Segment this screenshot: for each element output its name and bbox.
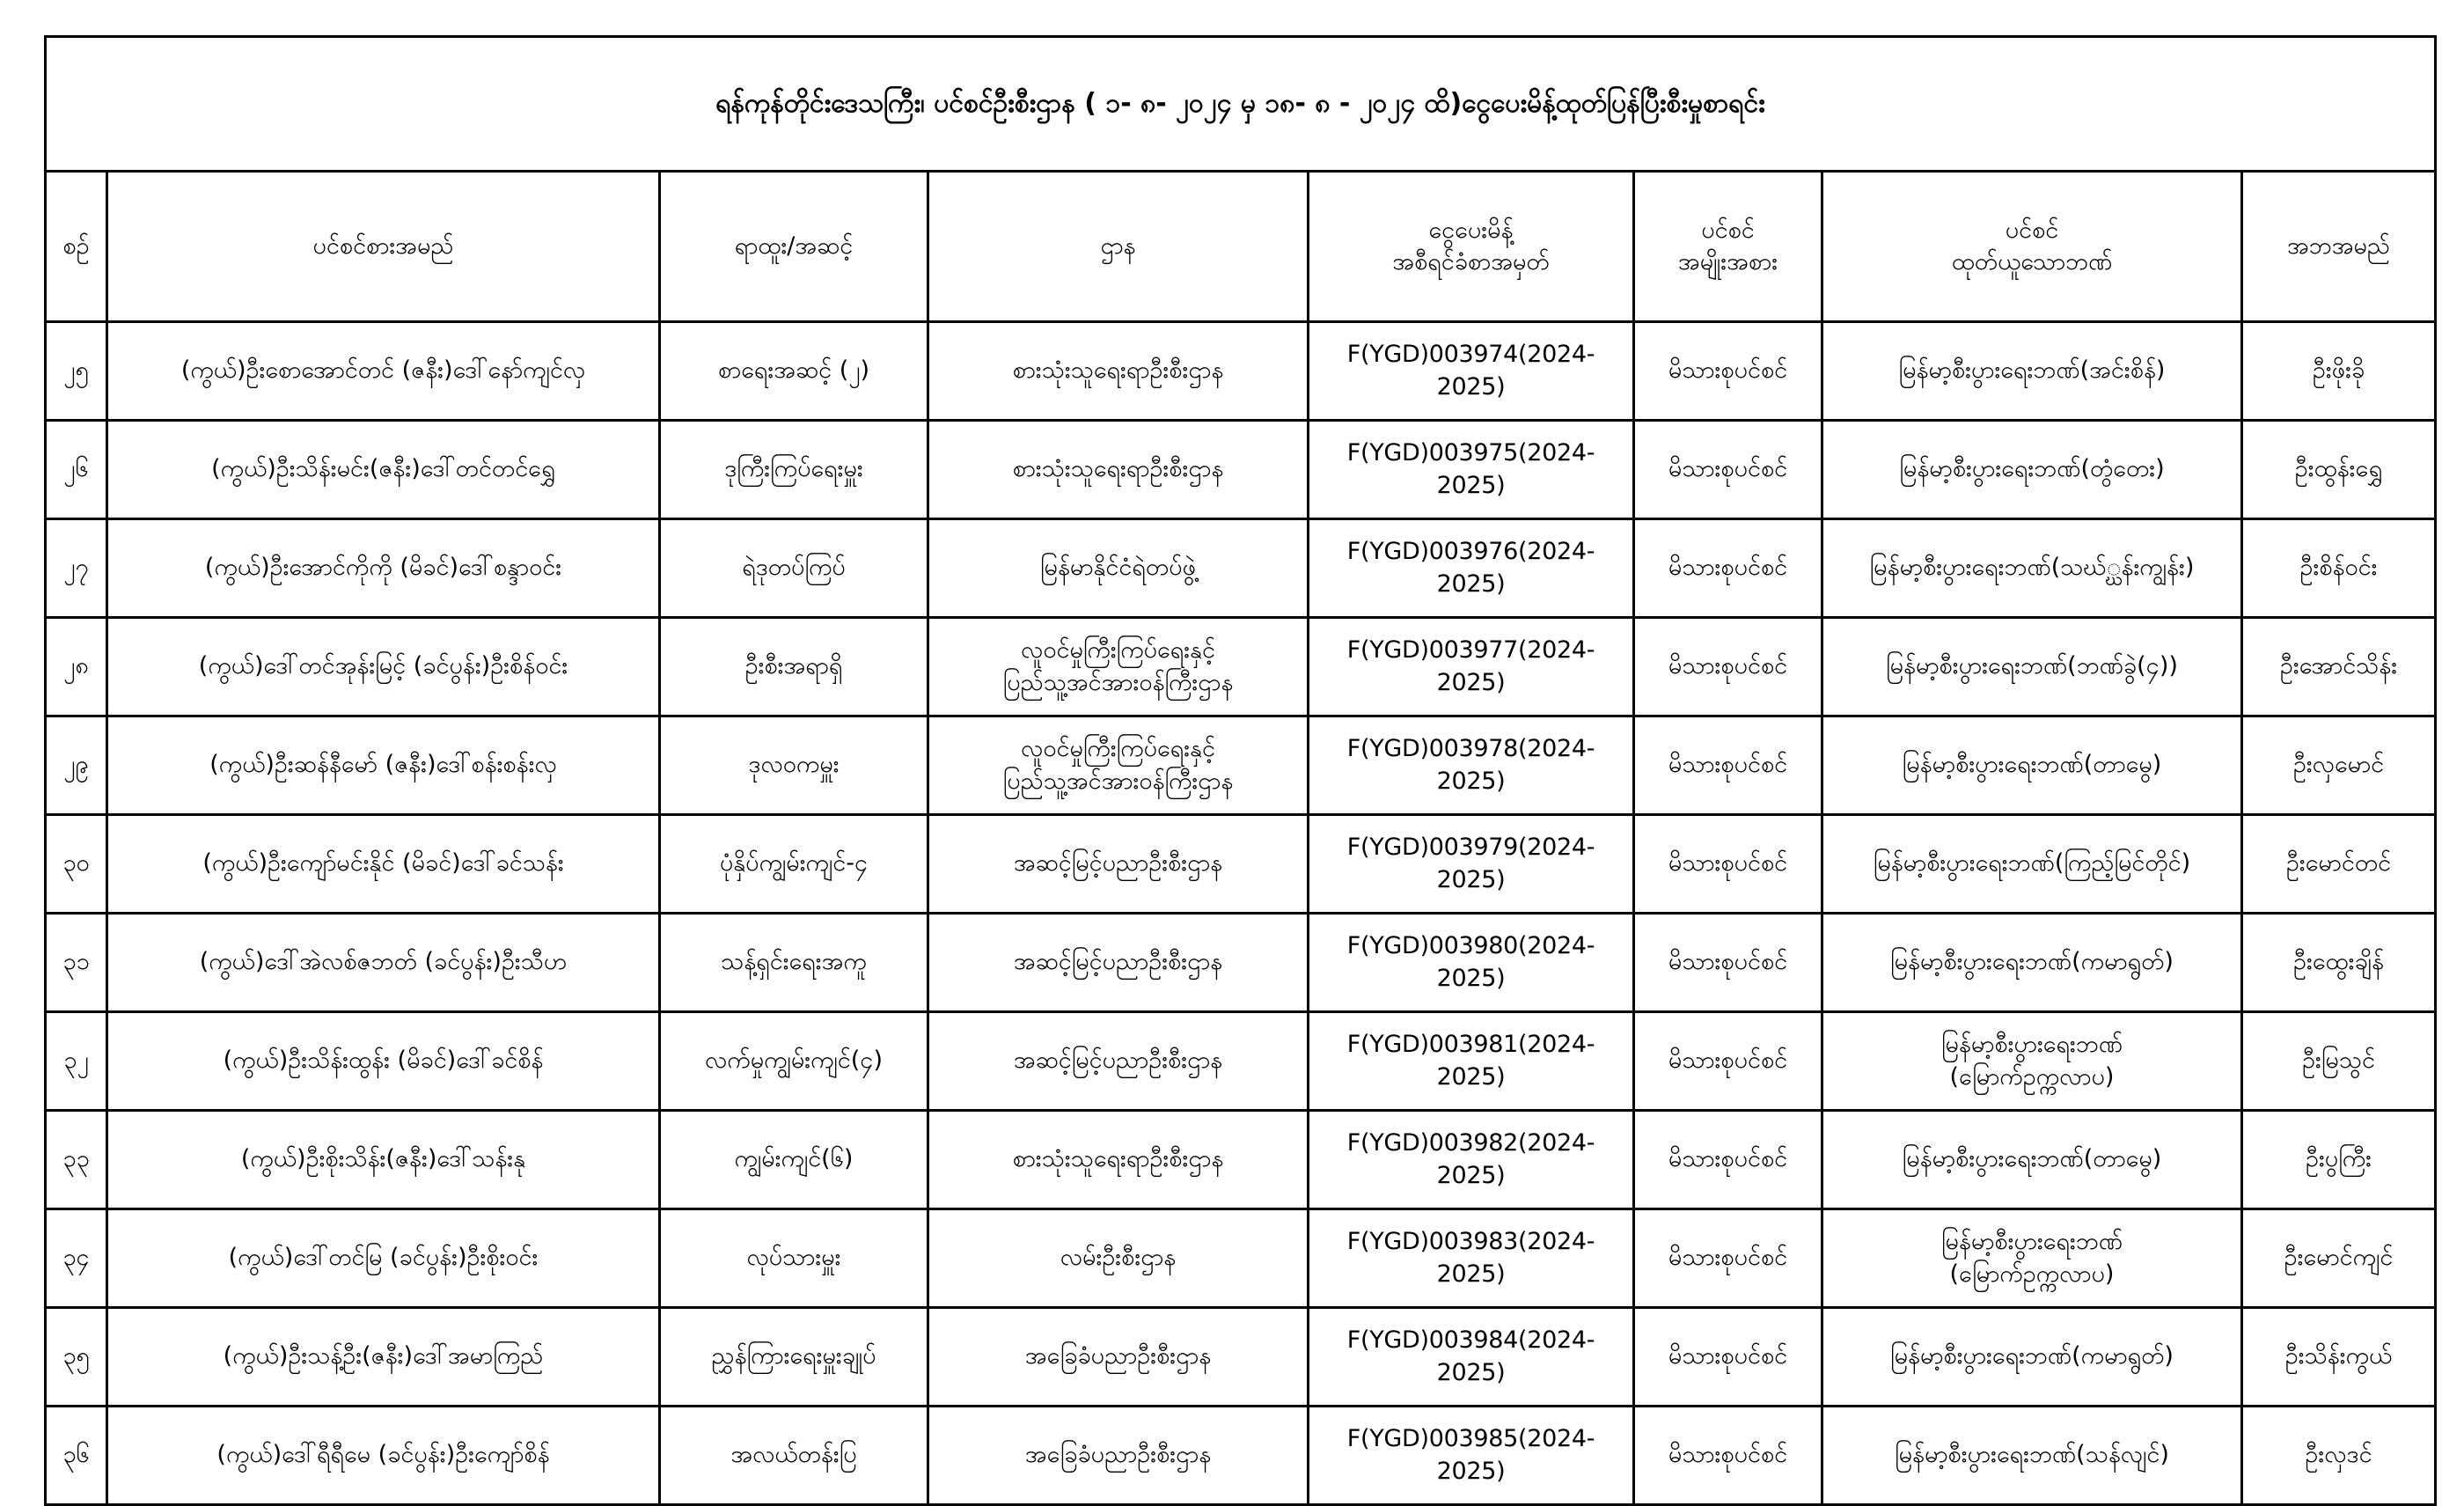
cell-no-text: ၃၃: [62, 1145, 90, 1173]
cell-bank-text: မြန်မာ့စီးပွားရေးဘဏ်(ဘဏ်ခွဲ(၄)): [1886, 652, 2178, 680]
cell-bank-text: မြန်မာ့စီးပွားရေးဘဏ်: [1940, 1228, 2123, 1256]
cell-rank-text: ရဲဒုတပ်ကြပ်: [742, 554, 846, 582]
cell-name: [107, 1407, 660, 1505]
cell-ref: [1309, 1407, 1634, 1505]
cell-no-text: ၂၈: [63, 652, 89, 680]
cell-father-text: ဦးထွေးချိန်: [2293, 948, 2384, 976]
col-header-dept: [928, 172, 1309, 322]
table-row: [46, 1111, 2436, 1209]
header-label: အဘအမည်: [2286, 231, 2391, 260]
cell-type: [1634, 1407, 1822, 1505]
cell-no-text: ၃၁: [62, 948, 90, 976]
cell-bank: [1822, 1209, 2242, 1308]
cell-name-text: (ကွယ်)ဦးဆန်နီမော် (ဇနီး)ဒေါ်စန်းစန်းလှ: [209, 751, 557, 779]
cell-rank-text: စာရေးအဆင့် (၂): [717, 356, 870, 385]
cell-name: [107, 1308, 660, 1407]
cell-rank: [660, 1308, 928, 1407]
table-row: [46, 519, 2436, 618]
cell-no: [46, 1407, 107, 1505]
cell-ref: [1309, 1308, 1634, 1407]
cell-dept: [928, 519, 1309, 618]
cell-no: [46, 1012, 107, 1111]
cell-name: [107, 1111, 660, 1209]
table-row: [46, 322, 2436, 421]
cell-bank: [1822, 618, 2242, 716]
cell-dept-text: အခြေခံပညာဦးစီးဌာန: [1024, 1441, 1212, 1469]
cell-rank: [660, 1209, 928, 1308]
cell-bank: [1822, 322, 2242, 421]
cell-rank-text: သန့်ရှင်းရေးအကူ: [721, 948, 867, 976]
col-header-name: [107, 172, 660, 322]
cell-no-text: ၃၆: [62, 1441, 90, 1469]
cell-bank: [1822, 519, 2242, 618]
cell-type-text: မိသားစုပင်စင်: [1668, 455, 1788, 483]
cell-dept-text: ပြည်သူ့အင်အားဝန်ကြီးဌာန: [1002, 668, 1234, 696]
cell-rank-text: လုပ်သားမှူး: [746, 1244, 841, 1272]
pension-table: [44, 35, 2437, 1506]
cell-bank-text: (မြောက်ဥက္ကလာပ): [1949, 1260, 2115, 1288]
cell-bank: [1822, 716, 2242, 815]
cell-dept: [928, 716, 1309, 815]
cell-type: [1634, 1308, 1822, 1407]
cell-bank-text: မြန်မာ့စီးပွားရေးဘဏ်: [1940, 1031, 2123, 1059]
cell-rank-text: ဒုကြီးကြပ်ရေးမှူး: [724, 455, 863, 483]
cell-ref: [1309, 322, 1634, 421]
header-label: ပင်စင်စားအမည်: [312, 231, 454, 260]
cell-no: [46, 1111, 107, 1209]
cell-ref: [1309, 1111, 1634, 1209]
cell-father-text: ဦးမောင်ကျင်: [2284, 1244, 2394, 1272]
cell-father-text: ဦးပွကြီး: [2305, 1145, 2372, 1173]
cell-rank: [660, 1407, 928, 1505]
cell-dept: [928, 1111, 1309, 1209]
cell-dept-text: စားသုံးသူရေးရာဦးစီးဌာန: [1012, 356, 1224, 385]
cell-father: [2242, 1012, 2436, 1111]
cell-father: [2242, 815, 2436, 914]
cell-father: [2242, 716, 2436, 815]
cell-bank: [1822, 421, 2242, 519]
cell-father: [2242, 322, 2436, 421]
cell-name-text: (ကွယ်)ဦးသိန်းထွန်း (မိခင်)ဒေါ်ခင်စိန်: [223, 1047, 544, 1075]
cell-father-text: ဦးအောင်သိန်း: [2279, 652, 2398, 680]
cell-dept: [928, 1407, 1309, 1505]
cell-ref-text: F(YGD)003985(2024-2025): [1346, 1425, 1595, 1485]
cell-no-text: ၃၅: [62, 1342, 90, 1370]
table-row: [46, 1209, 2436, 1308]
cell-rank: [660, 618, 928, 716]
cell-bank-text: မြန်မာ့စီးပွားရေးဘဏ်(သန်လျင်): [1895, 1441, 2169, 1469]
cell-rank: [660, 716, 928, 815]
cell-no: [46, 1209, 107, 1308]
cell-ref-text: F(YGD)003976(2024-2025): [1346, 538, 1595, 598]
cell-ref-text: F(YGD)003977(2024-2025): [1346, 636, 1595, 696]
cell-name: [107, 716, 660, 815]
cell-dept-text: အခြေခံပညာဦးစီးဌာန: [1024, 1342, 1212, 1370]
cell-rank: [660, 815, 928, 914]
cell-father-text: ဦးထွန်းရွှေ: [2294, 455, 2383, 483]
cell-bank-text: မြန်မာ့စီးပွားရေးဘဏ်(တာမွေ): [1902, 1145, 2162, 1173]
cell-name: [107, 1209, 660, 1308]
cell-rank-text: ဒုလဝကမှူး: [748, 751, 840, 779]
cell-no: [46, 421, 107, 519]
table-row: [46, 421, 2436, 519]
cell-dept-text: အဆင့်မြင့်ပညာဦးစီးဌာန: [1013, 849, 1223, 878]
cell-no: [46, 914, 107, 1012]
cell-rank-text: ဦးစီးအရာရှိ: [744, 652, 843, 680]
cell-no: [46, 519, 107, 618]
col-header-ref: [1309, 172, 1634, 322]
header-label: အစီရင်ခံစာအမှတ်: [1392, 248, 1550, 275]
cell-type: [1634, 519, 1822, 618]
cell-bank: [1822, 1308, 2242, 1407]
cell-ref-text: F(YGD)003978(2024-2025): [1346, 735, 1595, 795]
table-row: [46, 815, 2436, 914]
col-header-type: [1634, 172, 1822, 322]
cell-no-text: ၂၆: [63, 455, 89, 483]
cell-rank: [660, 914, 928, 1012]
header-label: ငွေပေးမိန့်: [1428, 216, 1514, 244]
cell-dept-text: မြန်မာနိုင်ငံရဲတပ်ဖွဲ့: [1040, 554, 1196, 582]
cell-ref-text: F(YGD)003974(2024-2025): [1346, 341, 1595, 400]
cell-type-text: မိသားစုပင်စင်: [1668, 1342, 1788, 1370]
header-label: စဉ်: [62, 231, 90, 260]
cell-type-text: မိသားစုပင်စင်: [1668, 554, 1788, 582]
table-title: ရန်ကုန်တိုင်းဒေသကြီး၊ ပင်စင်ဦးစီးဌာန ( ၁- ၈- ၂၀၂၄ မှ ၁၈- ၈ - ၂၀၂၄ ထိ)ငွေပေးမိန့်ထုတ်ပြန်ပြီးစီးမှုစာရင်း: [44, 35, 2437, 170]
cell-ref: [1309, 716, 1634, 815]
cell-no-text: ၃၀: [62, 849, 90, 878]
cell-type: [1634, 716, 1822, 815]
cell-father-text: ဦးဖိုးခို: [2312, 356, 2365, 385]
header-row: [46, 172, 2436, 322]
cell-rank-text: ကျွမ်းကျင်(၆): [734, 1145, 854, 1173]
cell-dept-text: အဆင့်မြင့်ပညာဦးစီးဌာန: [1013, 1047, 1223, 1075]
table-body: [46, 322, 2436, 1505]
cell-name: [107, 322, 660, 421]
cell-bank-text: မြန်မာ့စီးပွားရေးဘဏ်(ကြည့်မြင်တိုင်): [1873, 849, 2191, 878]
cell-ref: [1309, 421, 1634, 519]
cell-no: [46, 716, 107, 815]
cell-father: [2242, 1308, 2436, 1407]
cell-no-text: ၂၇: [63, 554, 89, 582]
table-row: [46, 618, 2436, 716]
cell-type: [1634, 1111, 1822, 1209]
cell-type: [1634, 914, 1822, 1012]
cell-rank-text: ညွှန်ကြားရေးမှူးချုပ်: [711, 1342, 876, 1370]
header-label: ရာထူး/အဆင့်: [734, 231, 854, 260]
header-label: ပင်စင်: [2005, 216, 2059, 244]
cell-bank-text: မြန်မာ့စီးပွားရေးဘဏ်(တွံတေး): [1899, 455, 2165, 483]
cell-dept: [928, 1012, 1309, 1111]
col-header-no: [46, 172, 107, 322]
cell-name-text: (ကွယ်)ဦးစောအောင်တင် (ဇနီး)ဒေါ်နော်ကျင်လှ: [180, 356, 586, 385]
cell-name-text: (ကွယ်)ဒေါ်တင်မြ (ခင်ပွန်း)ဦးစိုးဝင်း: [228, 1244, 539, 1272]
cell-type: [1634, 1209, 1822, 1308]
cell-bank-text: မြန်မာ့စီးပွားရေးဘဏ်(အင်းစိန်): [1898, 356, 2166, 385]
table-row: [46, 1308, 2436, 1407]
header-label: ထုတ်ယူသောဘဏ်: [1951, 248, 2113, 275]
cell-ref-text: F(YGD)003984(2024-2025): [1346, 1326, 1595, 1386]
cell-no: [46, 1308, 107, 1407]
cell-type: [1634, 618, 1822, 716]
cell-rank: [660, 421, 928, 519]
cell-dept: [928, 618, 1309, 716]
cell-bank: [1822, 1111, 2242, 1209]
col-header-bank: [1822, 172, 2242, 322]
cell-type: [1634, 1012, 1822, 1111]
cell-ref: [1309, 815, 1634, 914]
cell-name: [107, 618, 660, 716]
cell-ref-text: F(YGD)003982(2024-2025): [1346, 1129, 1595, 1189]
cell-type-text: မိသားစုပင်စင်: [1668, 1441, 1788, 1469]
cell-name: [107, 421, 660, 519]
cell-ref: [1309, 618, 1634, 716]
cell-father: [2242, 914, 2436, 1012]
cell-ref: [1309, 1209, 1634, 1308]
cell-father-text: ဦးမောင်တင်: [2285, 849, 2392, 878]
cell-dept-text: လူဝင်မှုကြီးကြပ်ရေးနှင့်: [1021, 735, 1215, 763]
cell-name-text: (ကွယ်)ဒေါ်ရီရီမေ (ခင်ပွန်း)ဦးကျော်စိန်: [216, 1441, 550, 1469]
cell-type-text: မိသားစုပင်စင်: [1668, 849, 1788, 878]
table-row: [46, 716, 2436, 815]
cell-no-text: ၃၂: [63, 1047, 89, 1075]
cell-rank: [660, 519, 928, 618]
cell-bank-text: (မြောက်ဥက္ကလာပ): [1949, 1062, 2115, 1091]
cell-dept: [928, 322, 1309, 421]
cell-name-text: (ကွယ်)ဦးစိုးသိန်း(ဇနီး)ဒေါ်သန်းနု: [240, 1145, 526, 1173]
cell-father-text: ဦးလှဒင်: [2305, 1441, 2372, 1469]
cell-dept-text: စားသုံးသူရေးရာဦးစီးဌာန: [1012, 1145, 1224, 1173]
cell-father: [2242, 1407, 2436, 1505]
cell-ref-text: F(YGD)003980(2024-2025): [1346, 932, 1595, 992]
cell-dept: [928, 1308, 1309, 1407]
col-header-father: [2242, 172, 2436, 322]
cell-bank: [1822, 1407, 2242, 1505]
cell-rank-text: အလယ်တန်းပြ: [730, 1441, 857, 1469]
cell-ref: [1309, 1012, 1634, 1111]
cell-no: [46, 815, 107, 914]
cell-type: [1634, 815, 1822, 914]
cell-ref: [1309, 914, 1634, 1012]
cell-father: [2242, 618, 2436, 716]
cell-rank-text: ပုံနှိပ်ကျွမ်းကျင်-၄: [719, 849, 869, 878]
cell-name: [107, 914, 660, 1012]
cell-dept: [928, 1209, 1309, 1308]
cell-ref-text: F(YGD)003983(2024-2025): [1346, 1228, 1595, 1288]
cell-bank: [1822, 1012, 2242, 1111]
cell-father: [2242, 421, 2436, 519]
cell-name: [107, 1012, 660, 1111]
table-row: [46, 1407, 2436, 1505]
cell-name-text: (ကွယ်)ဦးအောင်ကိုကို (မိခင်)ဒေါ်စန္ဒာဝင်း: [204, 554, 562, 582]
cell-name-text: (ကွယ်)ဒေါ်အဲလစ်ဇဘတ် (ခင်ပွန်း)ဦးသီဟ: [199, 948, 568, 976]
cell-bank-text: မြန်မာ့စီးပွားရေးဘဏ်(ကမာရွတ်): [1890, 948, 2174, 976]
cell-type-text: မိသားစုပင်စင်: [1668, 751, 1788, 779]
cell-dept-text: စားသုံးသူရေးရာဦးစီးဌာန: [1012, 455, 1224, 483]
cell-father: [2242, 1111, 2436, 1209]
cell-type-text: မိသားစုပင်စင်: [1668, 1244, 1788, 1272]
cell-no: [46, 322, 107, 421]
header-label: အမျိုးအစား: [1677, 248, 1778, 275]
cell-bank: [1822, 914, 2242, 1012]
col-header-rank: [660, 172, 928, 322]
cell-type: [1634, 421, 1822, 519]
cell-ref-text: F(YGD)003981(2024-2025): [1346, 1031, 1595, 1091]
cell-rank: [660, 1012, 928, 1111]
cell-ref: [1309, 519, 1634, 618]
header-label: ဌာန: [1100, 231, 1136, 260]
header-label: ပင်စင်: [1701, 216, 1755, 244]
cell-name-text: (ကွယ်)ဦးကျော်မင်းနိုင် (မိခင်)ဒေါ်ခင်သန်း: [202, 849, 564, 878]
cell-dept: [928, 421, 1309, 519]
cell-rank: [660, 1111, 928, 1209]
cell-no-text: ၂၅: [63, 356, 89, 385]
cell-dept-text: လူဝင်မှုကြီးကြပ်ရေးနှင့်: [1021, 636, 1215, 665]
cell-father: [2242, 519, 2436, 618]
table-row: [46, 1012, 2436, 1111]
cell-bank-text: မြန်မာ့စီးပွားရေးဘဏ်(ကမာရွတ်): [1890, 1342, 2174, 1370]
cell-dept-text: ပြည်သူ့အင်အားဝန်ကြီးဌာန: [1002, 767, 1234, 795]
cell-type-text: မိသားစုပင်စင်: [1668, 948, 1788, 976]
cell-father-text: ဦးလှမောင်: [2292, 751, 2385, 779]
cell-bank-text: မြန်မာ့စီးပွားရေးဘဏ်(သဃ်္ဃန်းကျွန်း): [1869, 554, 2195, 582]
cell-father-text: ဦးစိန်ဝင်း: [2299, 554, 2378, 582]
cell-rank-text: လက်မှုကျွမ်းကျင်(၄): [704, 1047, 884, 1075]
cell-type: [1634, 322, 1822, 421]
cell-dept-text: လမ်းဦးစီးဌာန: [1060, 1244, 1177, 1272]
cell-name: [107, 815, 660, 914]
cell-type-text: မိသားစုပင်စင်: [1668, 1145, 1788, 1173]
cell-dept: [928, 815, 1309, 914]
cell-name: [107, 519, 660, 618]
cell-type-text: မိသားစုပင်စင်: [1668, 1047, 1788, 1075]
cell-name-text: (ကွယ်)ဒေါ်တင်အုန်းမြင့် (ခင်ပွန်း)ဦးစိန်ဝင်း: [198, 652, 568, 680]
cell-name-text: (ကွယ်)ဦးသန့်ဦး(ဇနီး)ဒေါ်အမာကြည်: [223, 1342, 544, 1370]
cell-rank: [660, 322, 928, 421]
cell-dept-text: အဆင့်မြင့်ပညာဦးစီးဌာန: [1013, 948, 1223, 976]
cell-no-text: ၃၄: [62, 1244, 90, 1272]
cell-ref-text: F(YGD)003979(2024-2025): [1346, 834, 1595, 893]
cell-bank-text: မြန်မာ့စီးပွားရေးဘဏ်(တာမွေ): [1902, 751, 2162, 779]
cell-type-text: မိသားစုပင်စင်: [1668, 652, 1788, 680]
cell-type-text: မိသားစုပင်စင်: [1668, 356, 1788, 385]
cell-father-text: ဦးသိန်းကွယ်: [2284, 1342, 2393, 1370]
cell-father: [2242, 1209, 2436, 1308]
cell-no-text: ၂၉: [63, 751, 89, 779]
cell-bank: [1822, 815, 2242, 914]
cell-name-text: (ကွယ်)ဦးသိန်းမင်း(ဇနီး)ဒေါ်တင်တင်ရွှေ: [211, 455, 555, 483]
cell-ref-text: F(YGD)003975(2024-2025): [1346, 439, 1595, 499]
cell-father-text: ဦးမြသွင်: [2302, 1047, 2375, 1075]
cell-no: [46, 618, 107, 716]
table-row: [46, 914, 2436, 1012]
cell-dept: [928, 914, 1309, 1012]
